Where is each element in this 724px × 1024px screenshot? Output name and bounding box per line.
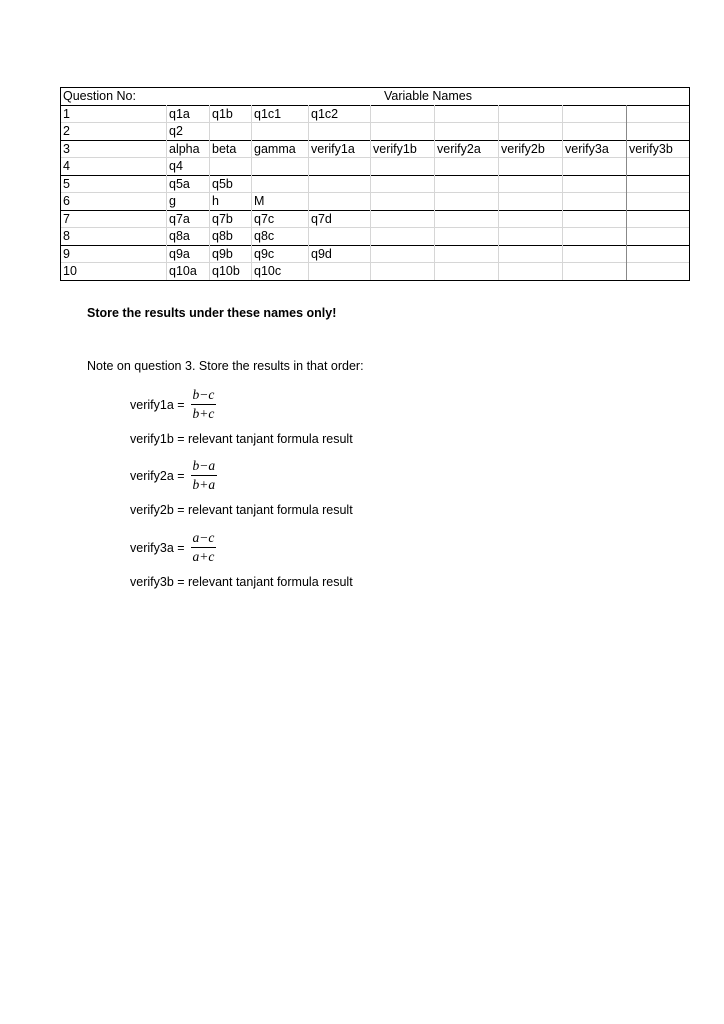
variable-name-cell — [498, 262, 562, 280]
table-gridline — [60, 105, 690, 106]
question-number-cell: 10 — [63, 264, 77, 278]
variable-name-cell — [626, 192, 690, 210]
variable-name-cell: gamma — [254, 141, 296, 156]
verify3a-denominator: a+c — [192, 549, 215, 564]
store-results-note: Store the results under these names only! — [87, 306, 337, 320]
question-number-cell: 2 — [63, 124, 70, 138]
variable-name-cell — [562, 122, 626, 140]
variable-name-cell: q1c1 — [254, 106, 282, 121]
table-gridline — [626, 105, 627, 280]
variable-name-cell — [562, 210, 626, 228]
variable-name-cell — [562, 157, 626, 175]
verify1a-numerator: b−c — [191, 387, 217, 405]
table-row — [60, 245, 690, 263]
question-number-cell: 3 — [63, 141, 70, 156]
variable-name-cell — [308, 122, 370, 140]
variable-name-cell — [251, 175, 308, 193]
table-gridline — [498, 105, 499, 280]
table-row — [60, 210, 690, 228]
variable-name-cell — [308, 262, 370, 280]
variable-name-cell — [370, 262, 434, 280]
question-number-cell: 8 — [63, 229, 70, 243]
variable-name-cell — [498, 105, 562, 123]
variable-name-cell — [209, 157, 251, 175]
table-row — [60, 227, 690, 245]
question-number-cell: 6 — [63, 194, 70, 208]
variable-name-cell — [434, 210, 498, 228]
variable-name-cell — [251, 122, 308, 140]
variable-name-cell: verify3b — [629, 141, 673, 156]
table-gridline — [60, 192, 690, 193]
variable-name-cell — [434, 175, 498, 193]
variable-name-cell — [370, 210, 434, 228]
variable-name-cell: verify1a — [311, 141, 355, 156]
table-row — [60, 122, 690, 140]
table-gridline — [60, 245, 690, 246]
table-gridline — [60, 262, 690, 263]
verify3b-line: verify3b = relevant tanjant formula result — [130, 575, 353, 589]
variable-name-cell: q1b — [212, 106, 233, 121]
variable-name-cell — [626, 105, 690, 123]
variable-name-cell: q10a — [169, 264, 197, 278]
variable-name-cell — [434, 157, 498, 175]
table-row — [60, 262, 690, 280]
variable-name-cell — [370, 105, 434, 123]
verify2a-equation — [130, 458, 217, 493]
variable-name-cell — [251, 157, 308, 175]
variable-name-cell — [562, 175, 626, 193]
variable-name-cell — [370, 175, 434, 193]
table-gridline — [60, 87, 690, 88]
variable-name-cell: q7b — [212, 211, 233, 226]
verify1a-equation — [130, 387, 216, 422]
verify2a-fraction — [191, 458, 218, 493]
question3-note: Note on question 3. Store the results in that order: — [87, 359, 364, 373]
variable-name-cell — [626, 210, 690, 228]
variable-name-cell — [434, 122, 498, 140]
question-number-cell: 5 — [63, 176, 70, 191]
table-gridline — [308, 105, 309, 280]
variable-name-cell: q8c — [254, 229, 275, 243]
variable-name-cell: verify2b — [501, 141, 545, 156]
verify3a-numerator: a−c — [191, 530, 217, 548]
verify2a-numerator: b−a — [191, 458, 218, 476]
variable-name-cell — [308, 192, 370, 210]
variable-name-cell: q8a — [169, 229, 190, 243]
table-row — [60, 175, 690, 193]
variable-name-cell: q9c — [254, 246, 275, 261]
verify3a-equation — [130, 530, 216, 565]
variable-name-cell — [626, 175, 690, 193]
question-number-cell: 4 — [63, 159, 70, 173]
variable-name-cell — [498, 210, 562, 228]
variable-name-cell: q4 — [169, 159, 183, 173]
variable-name-cell — [562, 105, 626, 123]
variable-name-cell: verify2a — [437, 141, 481, 156]
table-gridline — [562, 105, 563, 280]
verify1b-line: verify1b = relevant tanjant formula result — [130, 432, 353, 446]
variable-name-cell — [626, 122, 690, 140]
variable-name-cell — [498, 122, 562, 140]
variable-name-cell: beta — [212, 141, 237, 156]
variable-name-cell — [308, 157, 370, 175]
variable-name-cell — [626, 157, 690, 175]
variable-name-cell: q1a — [169, 106, 190, 121]
table-gridline — [60, 227, 690, 228]
table-gridline — [60, 140, 690, 141]
header-variable-names: Variable Names — [383, 89, 472, 103]
variable-name-cell: q8b — [212, 229, 233, 243]
variable-name-cell — [562, 262, 626, 280]
variable-name-cell — [370, 122, 434, 140]
variable-name-cell — [562, 192, 626, 210]
variable-name-cell — [434, 262, 498, 280]
variable-name-cell — [562, 245, 626, 263]
variable-name-cell: g — [169, 194, 176, 208]
variable-name-cell: q9a — [169, 246, 190, 261]
table-row — [60, 140, 690, 158]
variable-name-cell — [434, 227, 498, 245]
variable-name-cell — [370, 157, 434, 175]
variable-name-cell — [626, 245, 690, 263]
variable-name-cell: h — [212, 194, 219, 208]
table-row — [60, 192, 690, 210]
verify2a-label: verify2a = — [130, 468, 185, 483]
table-gridline — [60, 280, 690, 281]
verify2b-line: verify2b = relevant tanjant formula result — [130, 503, 353, 517]
variable-name-cell — [370, 245, 434, 263]
variable-name-cell: q5b — [212, 176, 233, 191]
variable-name-cell: verify1b — [373, 141, 417, 156]
variable-name-cell — [308, 227, 370, 245]
variable-name-cell — [434, 245, 498, 263]
variable-name-cell: q7c — [254, 211, 275, 226]
verify1a-label: verify1a = — [130, 397, 185, 412]
verify3a-label: verify3a = — [130, 540, 185, 555]
variable-names-table — [60, 87, 690, 279]
variable-name-cell — [562, 227, 626, 245]
table-row — [60, 105, 690, 123]
table-gridline — [60, 210, 690, 211]
variable-name-cell — [434, 105, 498, 123]
variable-name-cell: q7d — [311, 211, 332, 226]
table-gridline — [370, 105, 371, 280]
table-gridline — [689, 87, 690, 280]
variable-name-cell — [370, 227, 434, 245]
variable-name-cell: q10c — [254, 264, 282, 278]
variable-name-cell: q10b — [212, 264, 240, 278]
variable-name-cell: q5a — [169, 176, 190, 191]
variable-name-cell: q2 — [169, 124, 183, 138]
variable-name-cell — [498, 157, 562, 175]
variable-name-cell: verify3a — [565, 141, 609, 156]
variable-name-cell — [308, 175, 370, 193]
table-gridline — [60, 122, 690, 123]
variable-name-cell: q1c2 — [311, 106, 339, 121]
variable-name-cell — [498, 245, 562, 263]
variable-name-cell — [626, 262, 690, 280]
table-gridline — [209, 105, 210, 280]
table-gridline — [60, 175, 690, 176]
variable-name-cell: alpha — [169, 141, 200, 156]
variable-name-cell — [370, 192, 434, 210]
variable-name-cell — [209, 122, 251, 140]
verify1a-denominator: b+c — [192, 406, 215, 421]
header-question-no: Question No: — [63, 89, 136, 103]
variable-name-cell: q9b — [212, 246, 233, 261]
table-gridline — [251, 105, 252, 280]
variable-name-cell: q9d — [311, 246, 332, 261]
table-gridline — [166, 105, 167, 280]
table-row — [60, 157, 690, 175]
verify1a-fraction — [191, 387, 217, 422]
question-number-cell: 1 — [63, 106, 70, 121]
variable-name-cell: q7a — [169, 211, 190, 226]
question-number-cell: 7 — [63, 211, 70, 226]
table-gridline — [60, 87, 61, 280]
question-number-cell: 9 — [63, 246, 70, 261]
table-gridline — [434, 105, 435, 280]
verify3a-fraction — [191, 530, 217, 565]
variable-name-cell — [434, 192, 498, 210]
variable-name-cell — [498, 175, 562, 193]
variable-name-cell: M — [254, 194, 265, 208]
table-gridline — [60, 157, 690, 158]
variable-name-cell — [498, 227, 562, 245]
verify2a-denominator: b+a — [192, 477, 216, 492]
variable-name-cell — [498, 192, 562, 210]
variable-name-cell — [626, 227, 690, 245]
